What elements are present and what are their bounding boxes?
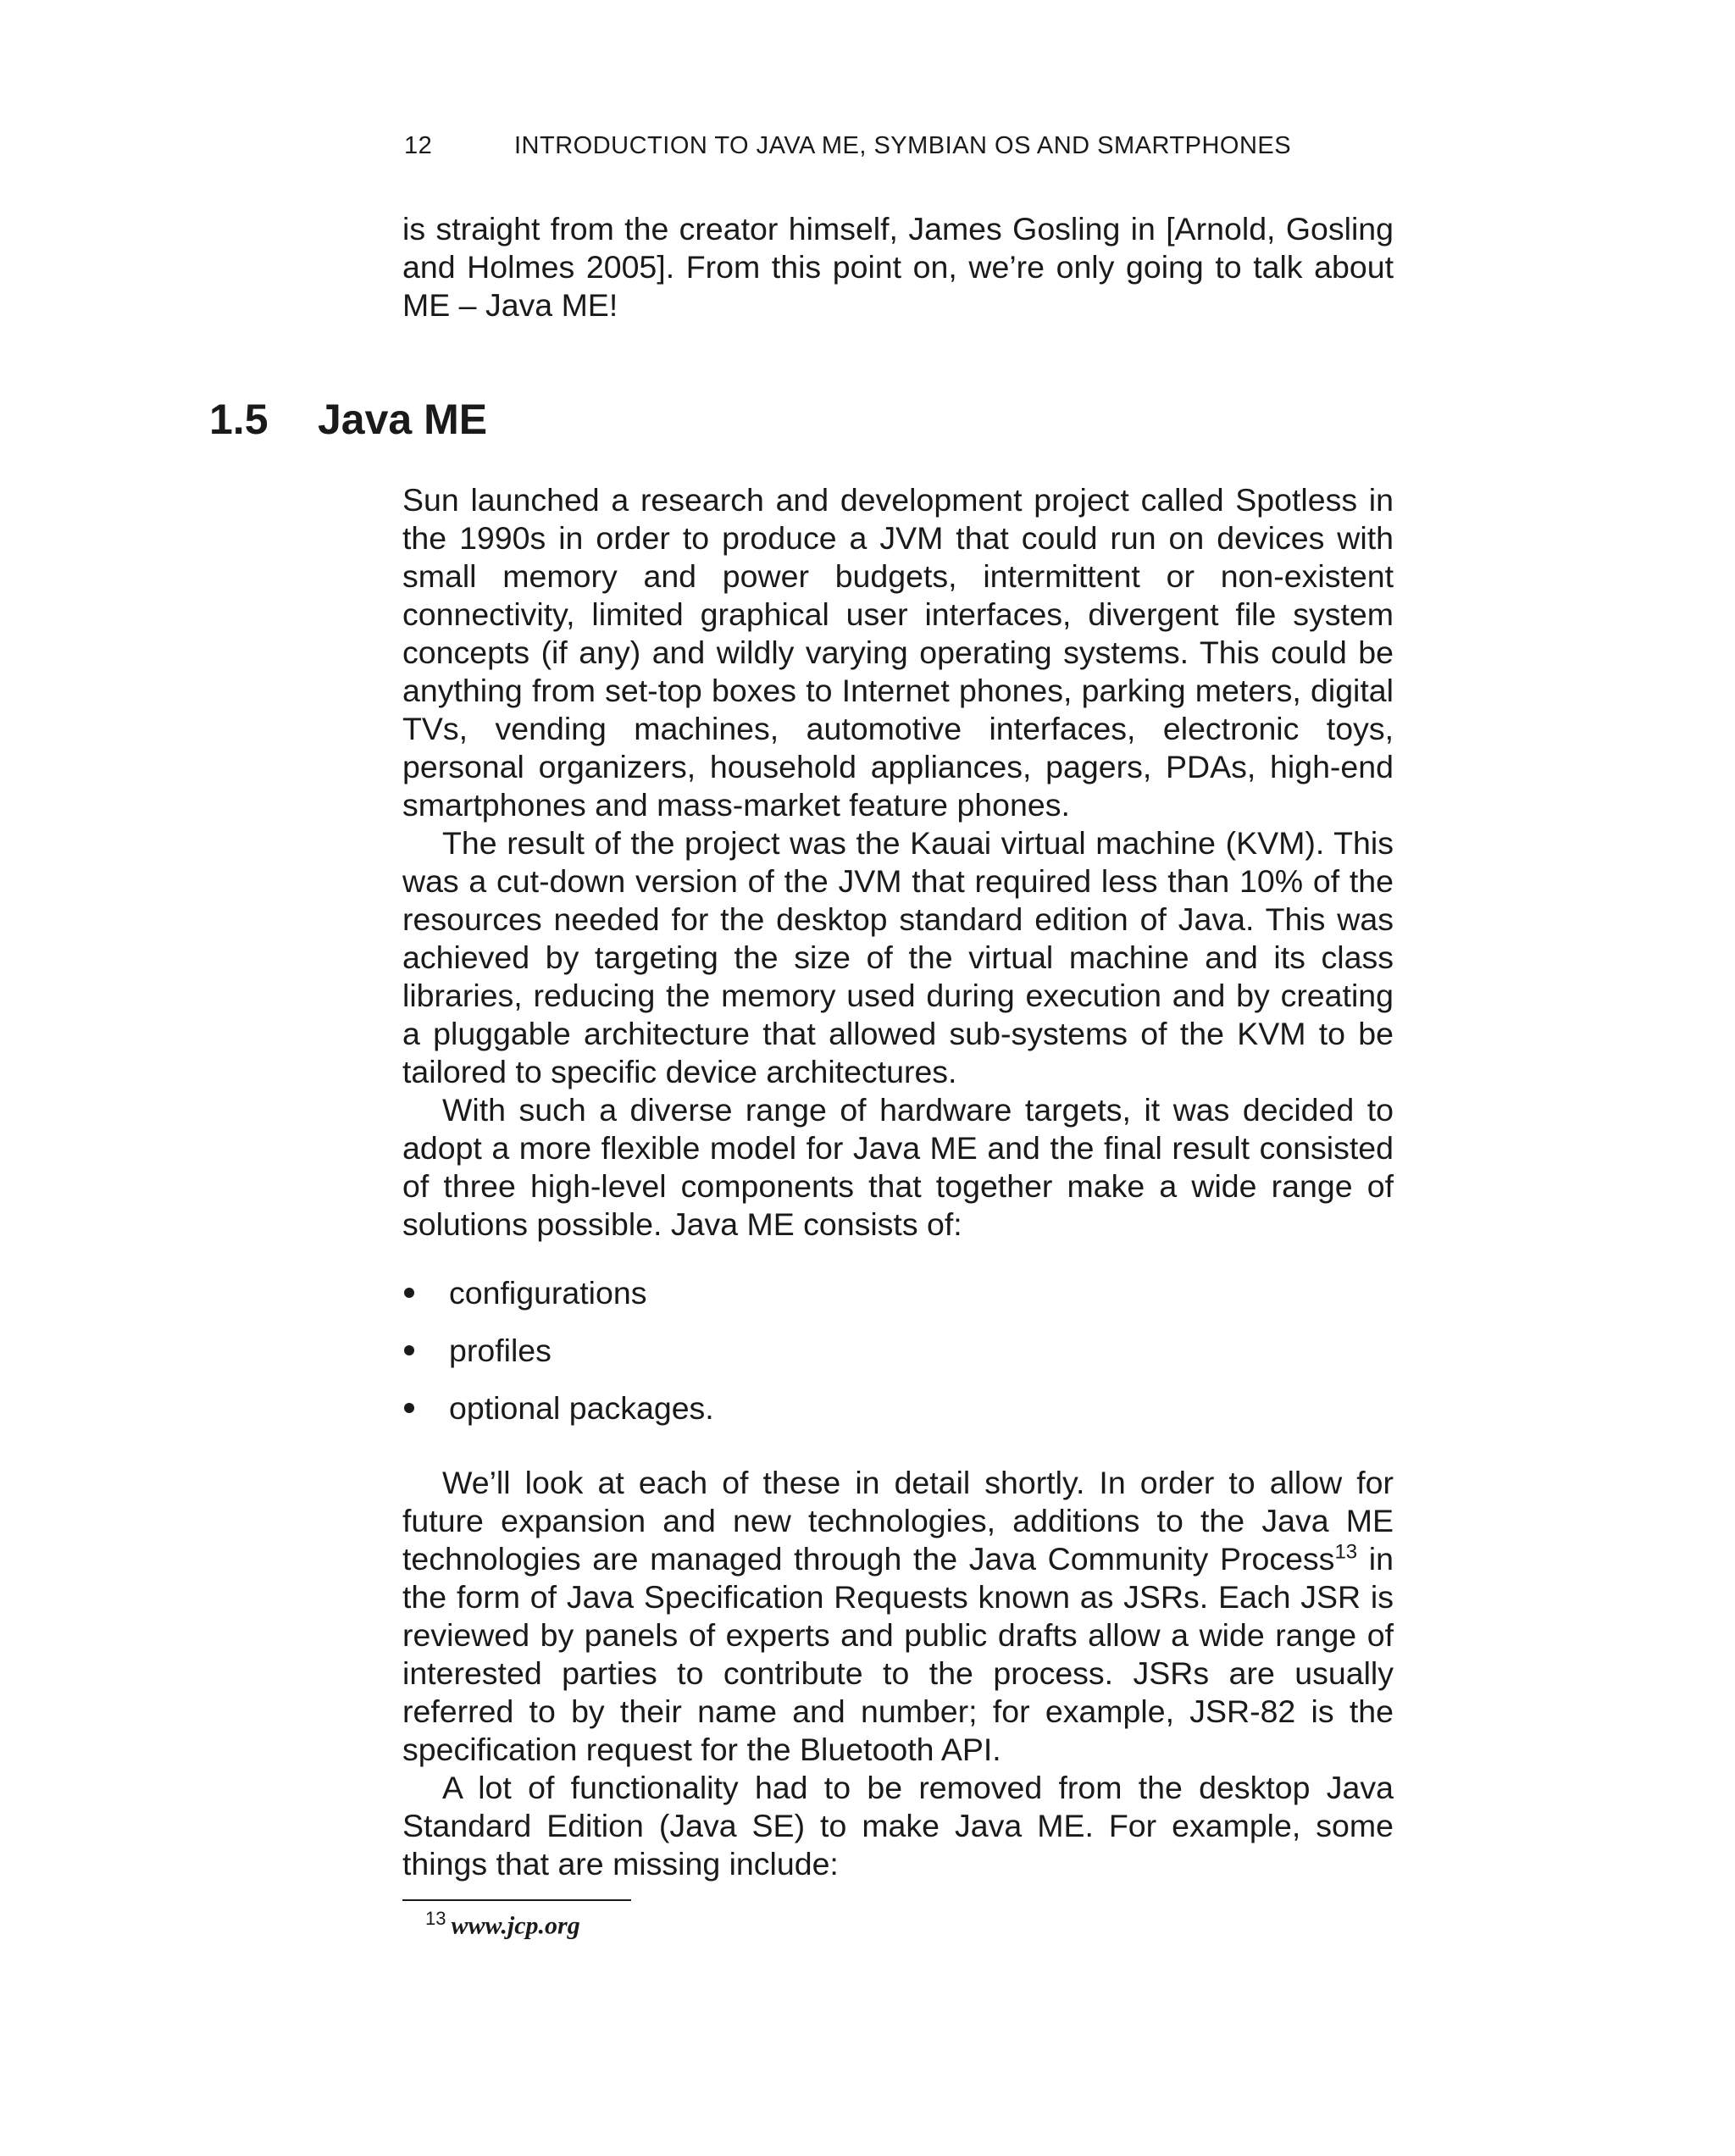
paragraph-kvm: The result of the project was the Kauai virtual machine (KVM). This was a cut-down version of the JVM that required less than 10% of the resources needed for the desktop standard edition of Java. This was achieved by targeting the size of the virtual machine and its class libraries, reducing the memory used during execution and by creating a pluggable architecture that allowed sub-systems of the KVM to be tailored to specific device architectures. xyxy=(402,825,1394,1089)
intro-text-block xyxy=(402,210,1394,324)
section-title: Java ME xyxy=(318,396,488,443)
paragraph-spotless: Sun launched a research and development project called Spotless in the 1990s in order to produce a JVM that could run on devices with small memory and power budgets, intermittent or non-existent connectivity, limited graphical user interfaces, divergent file system concepts (if any) and wildly varying operating systems. This could be anything from set-top boxes to Internet phones, parking meters, digital TVs, vending machines, automotive interfaces, electronic toys, personal organizers, household appliances, pagers, PDAs, high-end smartphones and mass-market feature phones. xyxy=(402,482,1394,823)
footnote-mark: 13 xyxy=(425,1908,446,1929)
paragraph-missing-features: A lot of functionality had to be removed from the desktop Java Standard Edition (Java SE) to make Java ME. For example, some things that are missing include: xyxy=(402,1770,1394,1882)
section-body-continued xyxy=(402,1464,1394,1883)
footnote-link[interactable]: www.jcp.org xyxy=(451,1911,580,1940)
components-list xyxy=(402,1274,714,1447)
running-title: INTRODUCTION TO JAVA ME, SYMBIAN OS AND SMARTPHONES xyxy=(514,132,1292,159)
paragraph-components: With such a diverse range of hardware targets, it was decided to adopt a more flexible model for Java ME and the final result consisted of three high-level components that together make a wide range of solutions possible. Java ME consists of: xyxy=(402,1092,1394,1242)
list-item: configurations xyxy=(402,1274,714,1312)
footnote-reference[interactable]: 13 xyxy=(1334,1540,1358,1564)
section-number: 1.5 xyxy=(209,396,269,443)
list-item: optional packages. xyxy=(402,1389,714,1427)
bullet-icon xyxy=(404,1403,414,1413)
bullet-icon xyxy=(404,1345,414,1355)
section-body xyxy=(402,481,1394,1244)
bullet-icon xyxy=(404,1288,414,1298)
section-heading xyxy=(209,395,487,444)
intro-paragraph: is straight from the creator himself, James Gosling in [Arnold, Gosling and Holmes 2005]. From this point on, we’re only going to talk about ME – Java ME! xyxy=(402,211,1394,323)
footnote-divider xyxy=(402,1899,631,1901)
page-number: 12 xyxy=(404,132,433,159)
running-header xyxy=(404,132,1395,160)
footnote xyxy=(425,1908,580,1941)
list-item: profiles xyxy=(402,1332,714,1370)
paragraph-jcp: We’ll look at each of these in detail shortly. In order to allow for future expansion and new technologies, additions to the Java ME technologies are managed through the Java Community Process$^{13}$ in the form of Java Specification Requests known as JSRs. Each JSR is reviewed by panels of experts and public drafts allow a wide range of interested parties to contribute to the process. JSRs are usually referred to by their name and number; for example, JSR-82 is the specification request for the Bluetooth API. xyxy=(402,1465,1394,1767)
